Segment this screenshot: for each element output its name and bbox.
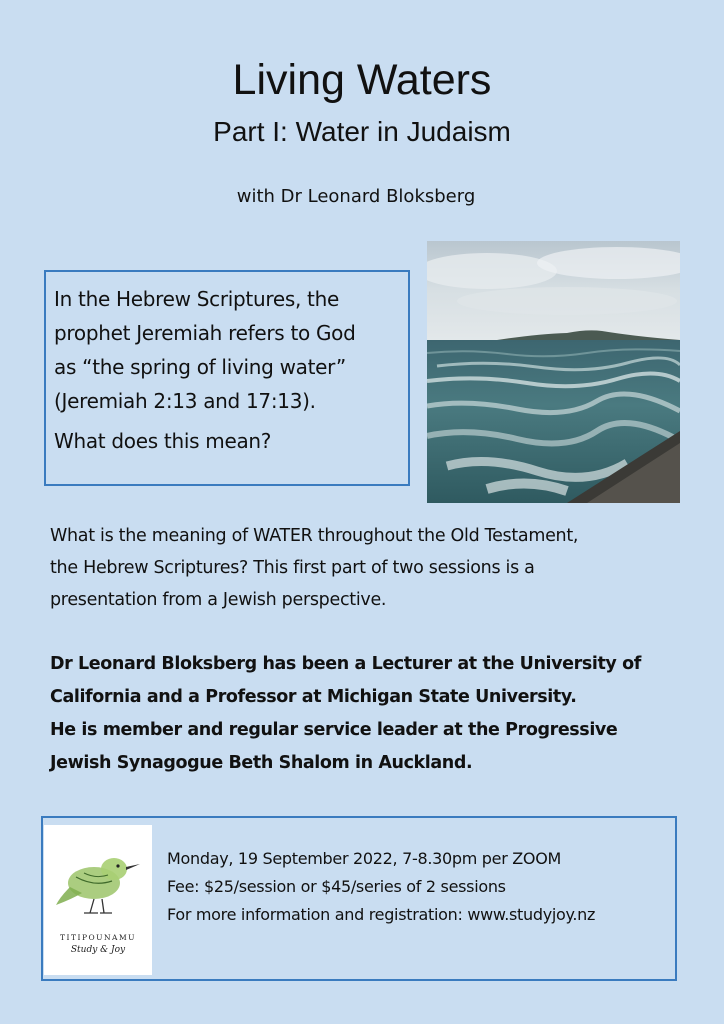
description-line: the Hebrew Scriptures? This first part of two sessions is a bbox=[50, 558, 535, 578]
description-line: presentation from a Jewish perspective. bbox=[50, 590, 387, 610]
presenter-line: with Dr Leonard Bloksberg bbox=[236, 186, 476, 207]
event-details bbox=[167, 845, 595, 929]
logo-name: TITIPOUNAMU bbox=[60, 933, 136, 942]
presenter-bio bbox=[50, 648, 700, 780]
quote-line: In the Hebrew Scriptures, the bbox=[54, 287, 339, 311]
logo bbox=[44, 825, 152, 975]
quote-line: prophet Jeremiah refers to God bbox=[54, 321, 356, 345]
quote-line: as “the spring of living water” bbox=[54, 355, 346, 379]
sea-photo bbox=[427, 241, 680, 503]
bio-line: He is member and regular service leader at the Progressive bbox=[50, 720, 618, 740]
event-more-info: For more information and registration: www.studyjoy.nz bbox=[167, 905, 596, 924]
event-date-time: Monday, 19 September 2022, 7-8.30pm per ZOOM bbox=[167, 849, 562, 868]
quote-box bbox=[44, 270, 410, 486]
quote-line: (Jeremiah 2:13 and 17:13). bbox=[54, 389, 316, 413]
event-fee: Fee: $25/session or $45/series of 2 sessions bbox=[167, 877, 506, 896]
poster-title: Living Waters bbox=[232, 56, 492, 104]
event-info-box bbox=[41, 816, 677, 981]
event-description bbox=[50, 520, 690, 616]
sea-photo-image bbox=[427, 241, 680, 503]
bio-line: California and a Professor at Michigan State University. bbox=[50, 687, 577, 707]
bio-line: Jewish Synagogue Beth Shalom in Auckland. bbox=[50, 753, 473, 773]
poster-subtitle: Part I: Water in Judaism bbox=[213, 116, 511, 147]
logo-tagline: Study & Joy bbox=[70, 945, 126, 955]
description-line: What is the meaning of WATER throughout the Old Testament, bbox=[50, 526, 579, 546]
bird-icon bbox=[54, 847, 142, 931]
quote-question: What does this mean? bbox=[54, 429, 272, 453]
bio-line: Dr Leonard Bloksberg has been a Lecturer at the University of bbox=[50, 654, 641, 674]
